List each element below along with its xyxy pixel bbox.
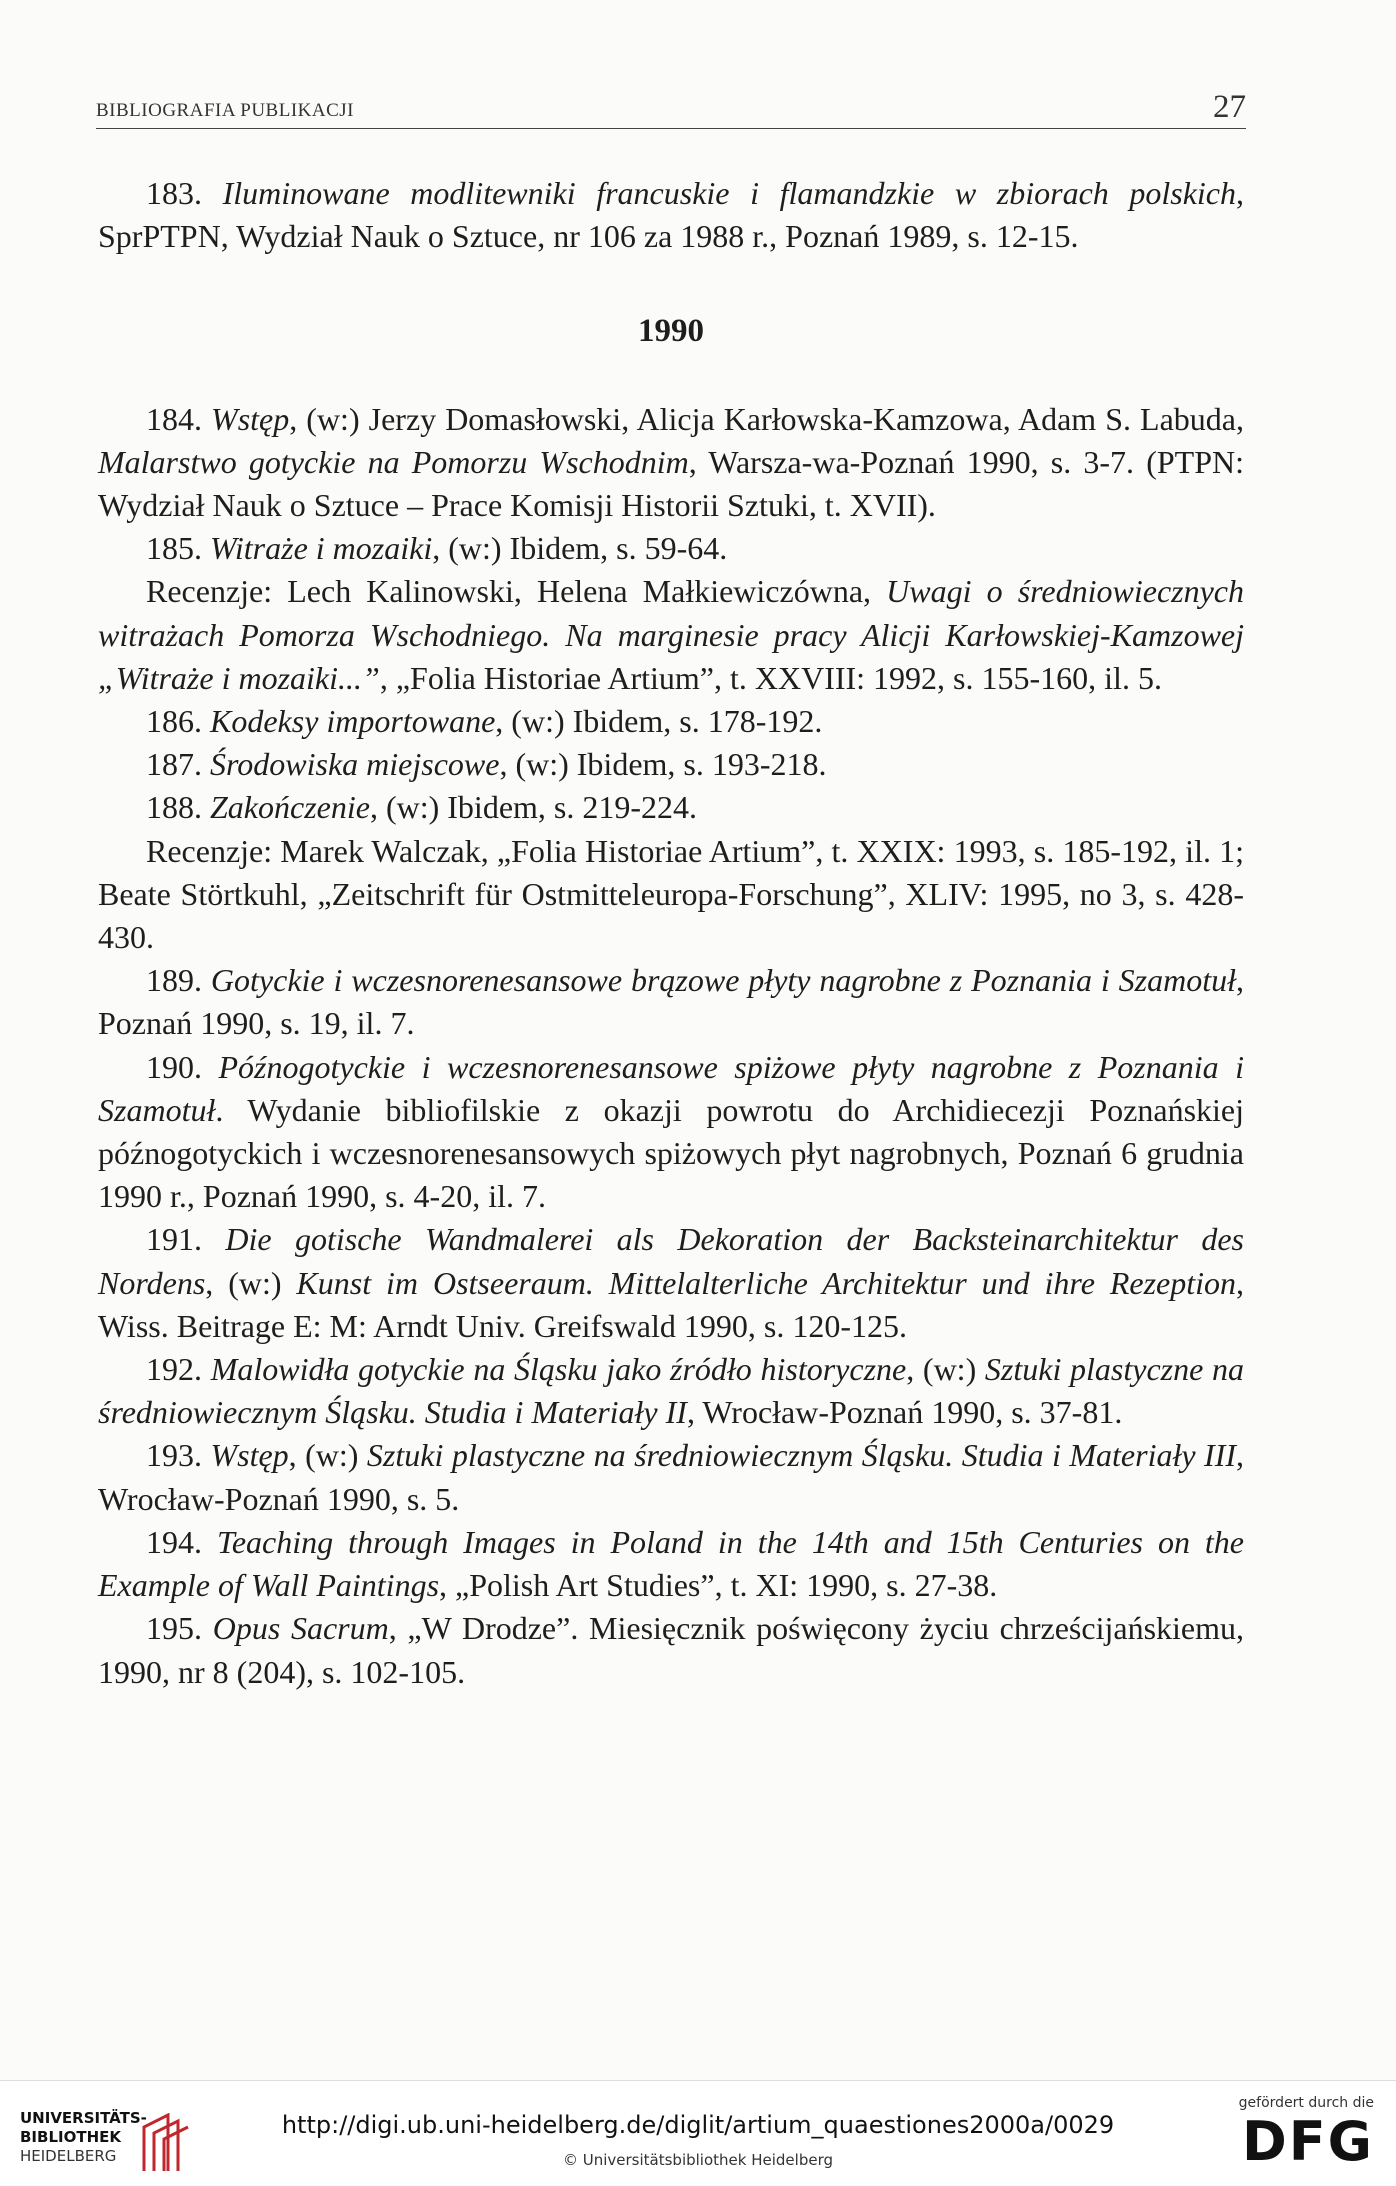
entry-190 — [98, 1046, 1244, 1219]
entry-title: Witraże i mozaiki — [210, 530, 433, 567]
bibliography-list — [98, 172, 1244, 1694]
dfg-wordmark: DFG — [1241, 2110, 1374, 2173]
entry-details: , Wrocław-Poznań 1990, s. 37-81. — [686, 1394, 1123, 1431]
entry-186 — [98, 700, 1244, 743]
review-details: , „Folia Historiae Artium”, t. XXVIII: 1992, s. 155-160, il. 5. — [379, 659, 1162, 696]
entry-number: 189. — [146, 962, 202, 999]
entry-title: Wstęp — [211, 400, 290, 437]
entry-title: Die gotische Wandmalerei als Dekoration der Backsteinarchitektur des Nordens — [98, 1221, 1245, 1301]
entry-in: , (w:) — [288, 1437, 367, 1474]
entry-authors: , (w:) Jerzy Domasłowski, Alicja Karłowska-Kamzowa, Adam S. Labuda, — [289, 400, 1245, 437]
entry-details: , (w:) Ibidem, s. 178-192. — [495, 703, 823, 740]
dfg-logo[interactable] — [1214, 2095, 1374, 2179]
entry-details: , (w:) Ibidem, s. 59-64. — [432, 530, 728, 567]
entry-number: 187. — [146, 746, 202, 783]
running-head: BIBLIOGRAFIA PUBLIKACJI — [96, 100, 354, 121]
page-header — [96, 89, 1246, 129]
entry-title: Późnogotyckie i wczesnorenesansowe spiżowe płyty nagrobne z Poznania i Szamotuł — [98, 1048, 1244, 1128]
entry-187 — [98, 743, 1244, 786]
entry-number: 194. — [146, 1523, 202, 1560]
entry-192 — [98, 1348, 1244, 1434]
entry-details: , „W Drodze”. Miesięcznik poświęcony życiu chrześcijańskiemu, 1990, nr 8 (204), s. 102-105. — [98, 1610, 1245, 1690]
entry-title: Teaching through Images in Poland in the 14th and 15th Centuries on the Example of Wall Paintings — [98, 1523, 1245, 1604]
entry-in: , (w:) — [205, 1264, 297, 1301]
entry-title: Zakończenie — [210, 789, 370, 826]
digitization-footer — [0, 2080, 1396, 2186]
entry-details: . Wydanie bibliofilskie z okazji powrotu do Archidiecezji Poznańskiej późnogotyckich i wczesnorenesansowych spiżowych płyt nagrobnych, Poznań 6 grudnia 1990 r., Poznań 1990, s. 4-20, il. 7. — [98, 1091, 1244, 1215]
entry-191 — [98, 1218, 1244, 1348]
review-title: Uwagi o średniowiecznych witrażach Pomorza Wschodniego. Na marginesie pracy Alicji Karłowskiej-Kamzowej „Witraże i mozaiki...” — [98, 573, 1245, 696]
entry-title: Kodeksy importowane — [210, 703, 496, 740]
library-line-1: UNIVERSITÄTS- — [20, 2109, 147, 2127]
entry-183 — [98, 172, 1244, 258]
entry-details: , Wrocław-Poznań 1990, s. 5. — [98, 1437, 1244, 1517]
entry-book-title: Sztuki plastyczne na średniowiecznym Śląsku. Studia i Materiały II — [98, 1351, 1245, 1431]
entry-details: , Wiss. Beitrage E: M: Arndt Univ. Greifswald 1990, s. 120-125. — [98, 1264, 1244, 1344]
entry-number: 195. — [146, 1610, 202, 1647]
entry-title: Wstęp — [210, 1437, 289, 1474]
entry-number: 191. — [146, 1221, 202, 1258]
entry-details: , (w:) Ibidem, s. 193-218. — [499, 746, 827, 783]
entry-title: Środowiska miejscowe — [210, 746, 500, 783]
entry-number: 190. — [146, 1048, 202, 1085]
entry-number: 184. — [146, 400, 202, 437]
library-line-3: HEIDELBERG — [20, 2147, 117, 2165]
entry-title: Malowidła gotyckie na Śląsku jako źródło historyczne — [210, 1351, 907, 1388]
entry-number: 193. — [146, 1437, 202, 1474]
entry-185 — [98, 527, 1244, 570]
entry-number: 186. — [146, 703, 202, 740]
entry-195 — [98, 1607, 1244, 1693]
permalink[interactable]: http://digi.ub.uni-heidelberg.de/diglit/artium_quaestiones2000a/0029 — [281, 2111, 1115, 2139]
entry-number: 183. — [146, 175, 202, 211]
entry-title: Opus Sacrum — [212, 1610, 389, 1647]
entry-number: 185. — [146, 530, 202, 567]
entry-194 — [98, 1521, 1244, 1607]
review-185 — [98, 570, 1244, 700]
entry-number: 188. — [146, 789, 202, 826]
year-heading: 1990 — [638, 313, 704, 350]
entry-details: , (w:) Ibidem, s. 219-224. — [369, 789, 698, 826]
entry-book-title: Sztuki plastyczne na średniowiecznym Śląsku. Studia i Materiały III — [366, 1437, 1236, 1474]
review-text: Recenzje: Marek Walczak, „Folia Historiae Artium”, t. XXIX: 1993, s. 185-192, il. 1; Beate Störtkuhl, „Zeitschrift für Ostmitteleuropa-Forschung”, XLIV: 1995, no 3, s. 428-430. — [98, 832, 1244, 956]
entry-number: 192. — [146, 1351, 202, 1388]
entry-book-title: Kunst im Ostseeraum. Mittelalterliche Architektur und ihre Rezeption — [296, 1264, 1236, 1301]
entry-188 — [98, 786, 1244, 829]
entry-details: , „Polish Art Studies”, t. XI: 1990, s. 27-38. — [439, 1567, 998, 1604]
entry-in: , (w:) — [906, 1351, 985, 1388]
page-number: 27 — [1213, 89, 1246, 125]
review-188 — [98, 830, 1244, 960]
library-line-2: BIBLIOTHEK — [20, 2128, 121, 2146]
entry-title: Gotyckie i wczesnorenesansowe brązowe płyty nagrobne z Poznania i Szamotuł — [210, 962, 1237, 999]
review-authors: Recenzje: Lech Kalinowski, Helena Małkiewiczówna, — [146, 573, 887, 610]
entry-details: , Poznań 1990, s. 19, il. 7. — [98, 962, 1245, 1042]
copyright-notice: © Universitätsbibliothek Heidelberg — [562, 2151, 833, 2169]
entry-184 — [98, 398, 1244, 528]
entry-189 — [98, 959, 1244, 1045]
entry-193 — [98, 1434, 1244, 1520]
entry-book-title: Malarstwo gotyckie na Pomorzu Wschodnim — [98, 443, 689, 480]
funded-by-label: gefördert durch die — [1238, 2095, 1374, 2111]
entry-details: , SprPTPN, Wydział Nauk o Sztuce, nr 106 za 1988 r., Poznań 1989, s. 12-15. — [98, 175, 1245, 255]
entry-details: , Warsza-wa-Poznań 1990, s. 3-7. (PTPN: Wydział Nauk o Sztuce – Prace Komisji Historii Sztuki, t. XVII). — [98, 443, 1245, 524]
entry-title: Iluminowane modlitewniki francuskie i flamandzkie w zbiorach polskich — [222, 175, 1237, 211]
